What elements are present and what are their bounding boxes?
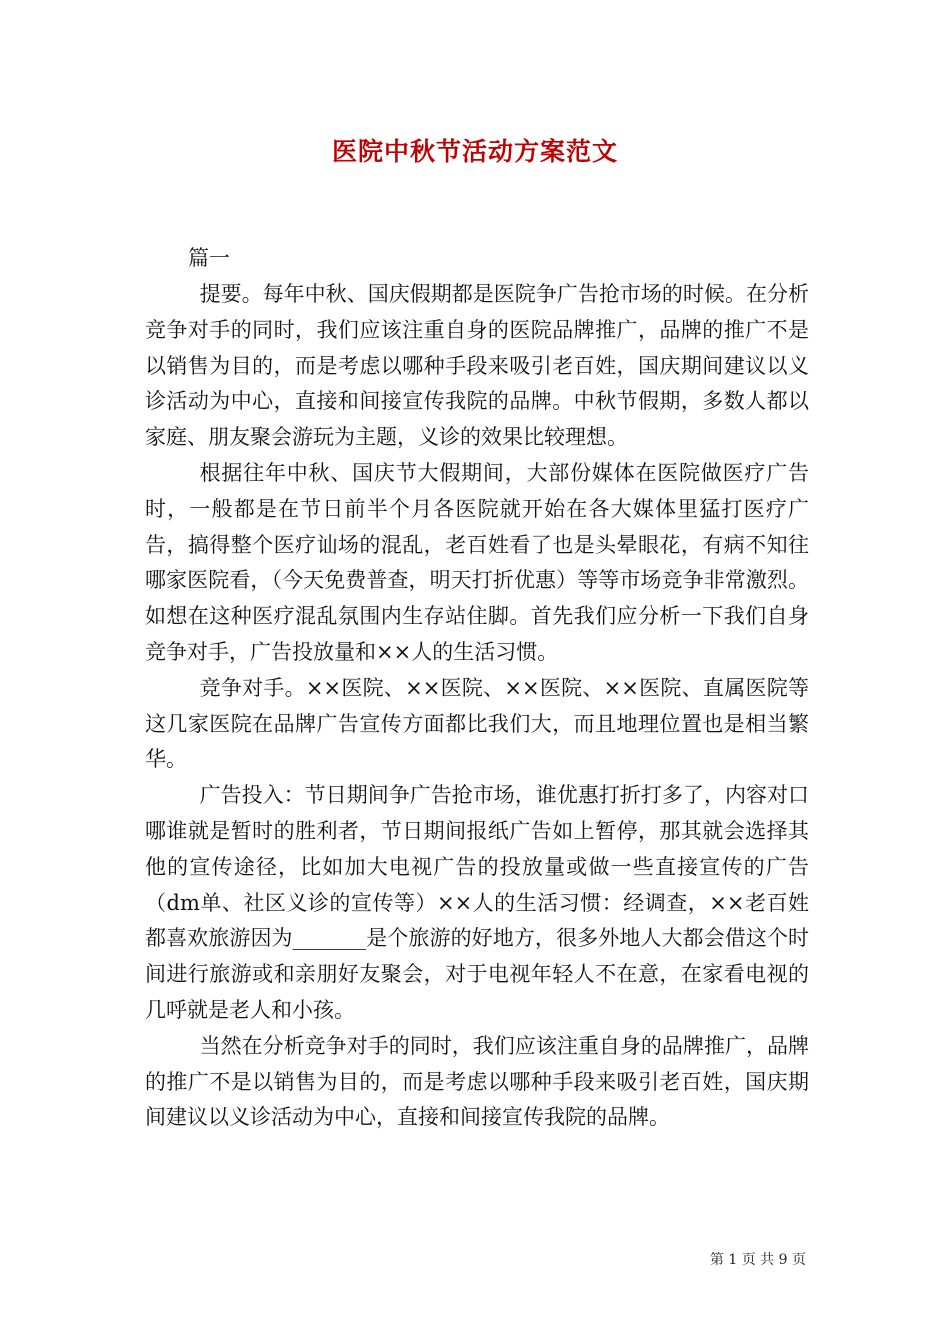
paragraph-competitors: 竞争对手。××医院、××医院、××医院、××医院、直属医院等这几家医院在品牌广告宣传方面都比我们大，而且地理位置也是相当繁华。	[145, 675, 809, 772]
paragraph-market-analysis: 根据往年中秋、国庆节大假期间，大部份媒体在医院做医疗广告时，一般都是在节日前半个月各医院就开始在各大媒体里猛打医疗广告，搞得整个医疗讪场的混乱，老百姓看了也是头晕眼花，有病不知往哪家医院看，（今天免费普查，明天打折优惠）等等市场竞争非常激烈。如想在这种医疗混乱氛围内生存站住脚。首先我们应分析一下我们自身竞争对手，广告投放量和××人的生活习惯。	[145, 460, 809, 664]
document-body	[145, 277, 809, 1136]
paragraph-brand-promotion: 当然在分析竞争对手的同时，我们应该注重自身的品牌推广，品牌的推广不是以销售为目的，而是考虑以哪种手段来吸引老百姓，国庆期间建议以义诊活动为中心，直接和间接宣传我院的品牌。	[145, 1033, 809, 1130]
document-title: 医院中秋节活动方案范文	[331, 137, 618, 166]
section-label: 篇一	[188, 246, 230, 270]
page-number: 第 1 页 共 9 页	[709, 1252, 806, 1268]
paragraph-summary: 提要。每年中秋、国庆假期都是医院争广告抢市场的时候。在分析竞争对手的同时，我们应该注重自身的医院品牌推广，品牌的推广不是以销售为目的，而是考虑以哪种手段来吸引老百姓，国庆期间建议以义诊活动为中心，直接和间接宣传我院的品牌。中秋节假期，多数人都以家庭、朋友聚会游玩为主题，义诊的效果比较理想。	[145, 282, 809, 450]
paragraph-ad-investment: 广告投入：节日期间争广告抢市场，谁优惠打折打多了，内容对口哪谁就是暂时的胜利者，节日期间报纸广告如上暂停，那其就会选择其他的宣传途径，比如加大电视广告的投放量或做一些直接宣传的广告（dm单、社区义诊的宣传等）××人的生活习惯：经调查，××老百姓都喜欢旅游因为_______是个旅游的好地方，很多外地人大都会借这个时间进行旅游或和亲朋好友聚会，对于电视年轻人不在意，在家看电视的几呼就是老人和小孩。	[145, 783, 809, 1022]
